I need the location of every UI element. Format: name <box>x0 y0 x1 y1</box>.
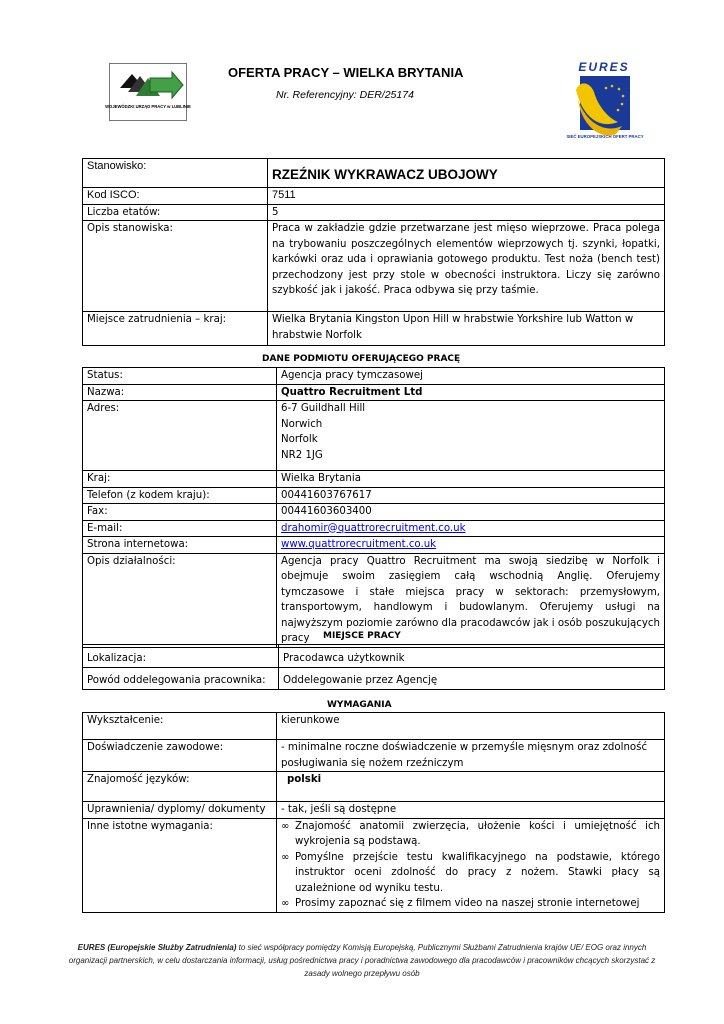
nazwa-label: Nazwa: <box>83 384 277 401</box>
kraj-label: Kraj: <box>83 471 277 488</box>
email-link[interactable]: drahomir@quattrorecruitment.co.uk <box>281 522 466 534</box>
powod-label: Powód oddelegowania pracownika: <box>83 668 279 690</box>
opis-dzialalnosci-label: Opis działalności: <box>83 553 277 647</box>
wup-logo-text: WOJEWÓDZKI URZĄD PRACY w LUBLINIE <box>105 104 191 109</box>
list-item <box>281 819 660 850</box>
telefon-label: Telefon (z kodem kraju): <box>83 487 277 504</box>
bullet-icon: ∞ <box>281 851 290 863</box>
isco-label: Kod ISCO: <box>83 188 268 205</box>
adres-value <box>277 401 665 471</box>
page-title: OFERTA PRACY – WIELKA BRYTANIA <box>228 65 464 80</box>
doswiadczenie-value: - minimalne roczne doświadczenie w przemyśle mięsnym oraz zdolność posługiwania się nożem rzeźniczym <box>277 740 665 772</box>
etaty-value: 5 <box>268 204 665 221</box>
nazwa-value: Quattro Recruitment Ltd <box>277 384 665 401</box>
fax-value: 00441603603400 <box>277 504 665 521</box>
opis-dzialalnosci-value: Agencja pracy Quattro Recruitment ma swoją siedzibę w Norfolk i obejmuje swoim zasięgiem całą wschodnią Anglię. Oferujemy tymczasowe i stałe miejsca pracy w sektorach: przemysłowym, transportowym, handlowym i budowlanym. Oferujemy usługi na najwyższym poziomie zarówno dla pracodawców jak i osób poszukujących pracy <box>277 553 665 647</box>
adres-line: 6-7 Guildhall Hill <box>281 403 366 414</box>
eures-logo <box>566 60 644 150</box>
jezyki-value: polski <box>277 772 665 802</box>
opis-stanowiska-label: Opis stanowiska: <box>83 221 268 312</box>
eures-logo-subtitle: SIEĆ EUROPEJSKICH OFERT PRACY <box>566 134 644 139</box>
uprawnienia-label: Uprawnienia/ dyplomy/ dokumenty <box>83 802 277 819</box>
wup-logo <box>105 63 191 121</box>
kraj-value: Wielka Brytania <box>277 471 665 488</box>
workplace-table <box>82 644 665 690</box>
etaty-label: Liczba etatów: <box>83 204 268 221</box>
telefon-value: 00441603767617 <box>277 487 665 504</box>
miejsce-zatrudnienia-value: Wielka Brytania Kingston Upon Hill w hrabstwie Yorkshire lub Watton w hrabstwie Norfolk <box>268 312 665 346</box>
lokalizacja-label: Lokalizacja: <box>83 645 279 668</box>
eures-logo-text: EURES <box>578 60 630 74</box>
list-item-text: Znajomość anatomii zwierzęcia, ułożenie kości i umiejętność ich wykrojenia są podstawą. <box>295 820 660 847</box>
list-item <box>281 896 660 912</box>
website-link[interactable]: www.quattrorecruitment.co.uk <box>281 539 437 550</box>
miejsce-zatrudnienia-label: Miejsce zatrudnienia – kraj: <box>83 312 268 346</box>
employer-table <box>82 367 665 648</box>
doswiadczenie-label: Doświadczenie zawodowe: <box>83 740 277 772</box>
status-value: Agencja pracy tymczasowej <box>277 368 665 385</box>
footer-bold: EURES (Europejskie Służby Zatrudnienia) <box>77 943 237 952</box>
uprawnienia-value: - tak, jeśli są dostępne <box>277 802 665 819</box>
list-item-text: Prosimy zapoznać się z filmem video na naszej stronie internetowej <box>295 898 640 909</box>
workplace-heading: MIEJSCE PRACY <box>323 631 401 641</box>
reference-number: Nr. Referencyjny: DER/25174 <box>276 89 414 101</box>
list-item-text: Pomyślne przejście testu kwalifikacyjnego na podstawie, którego instruktor oceni zdolność do pracy z nożem. Stawki płacy są uzależnione od wyniku testu. <box>295 851 660 894</box>
wyksztalcenie-value: kierunkowe <box>277 713 665 740</box>
powod-value: Oddelegowanie przez Agencję <box>279 668 665 690</box>
bullet-icon: ∞ <box>281 820 290 832</box>
email-label: E-mail: <box>83 520 277 537</box>
lokalizacja-value: Pracodawca użytkownik <box>279 645 665 668</box>
position-table <box>82 158 665 346</box>
adres-label: Adres: <box>83 401 277 471</box>
adres-line: Norwich <box>281 418 323 430</box>
adres-line: Norfolk <box>281 434 318 445</box>
status-label: Status: <box>83 368 277 385</box>
adres-line: NR2 1JG <box>281 449 323 461</box>
footer <box>60 941 664 980</box>
www-label: Strona internetowa: <box>83 537 277 554</box>
requirements-heading: WYMAGANIA <box>327 700 392 710</box>
wyksztalcenie-label: Wykształcenie: <box>83 713 277 740</box>
jezyki-label: Znajomość języków: <box>83 772 277 802</box>
requirements-table <box>82 712 665 913</box>
footer-text: to sieć współpracy pomiędzy Komisją Europejską, Publicznymi Służbami Zatrudnienia krajów UE/ EOG oraz innych organizacji partnerskich, w celu dostarczania informacji, usług pośrednictwa pracy i poradnictwa zawodowego dla pracodawców i pracowników chcących skorzystać z zasady wolnego przepływu osób <box>68 943 656 978</box>
stanowisko-value: RZEŹNIK WYKRAWACZ UBOJOWY <box>268 159 665 188</box>
isco-value: 7511 <box>268 188 665 205</box>
opis-stanowiska-value: Praca w zakładzie gdzie przetwarzane jest mięso wieprzowe. Praca polega na trybowaniu poszczególnych elementów wieprzowych tj. szynki, łopatki, karkówki oraz uda i oprawiania gotowego produktu. Test noża (bench test) przechodzony jest przy stole w obecności instruktora. Liczy się zarówno szybkość jak i jakość. Praca odbywa się przy taśmie. <box>268 221 665 312</box>
list-item <box>281 850 660 897</box>
employer-heading: DANE PODMIOTU OFERUJĄCEGO PRACĘ <box>262 354 461 364</box>
inne-value <box>277 818 665 912</box>
inne-label: Inne istotne wymagania: <box>83 818 277 912</box>
stanowisko-label: Stanowisko: <box>83 159 268 188</box>
bullet-icon: ∞ <box>281 898 290 909</box>
fax-label: Fax: <box>83 504 277 521</box>
